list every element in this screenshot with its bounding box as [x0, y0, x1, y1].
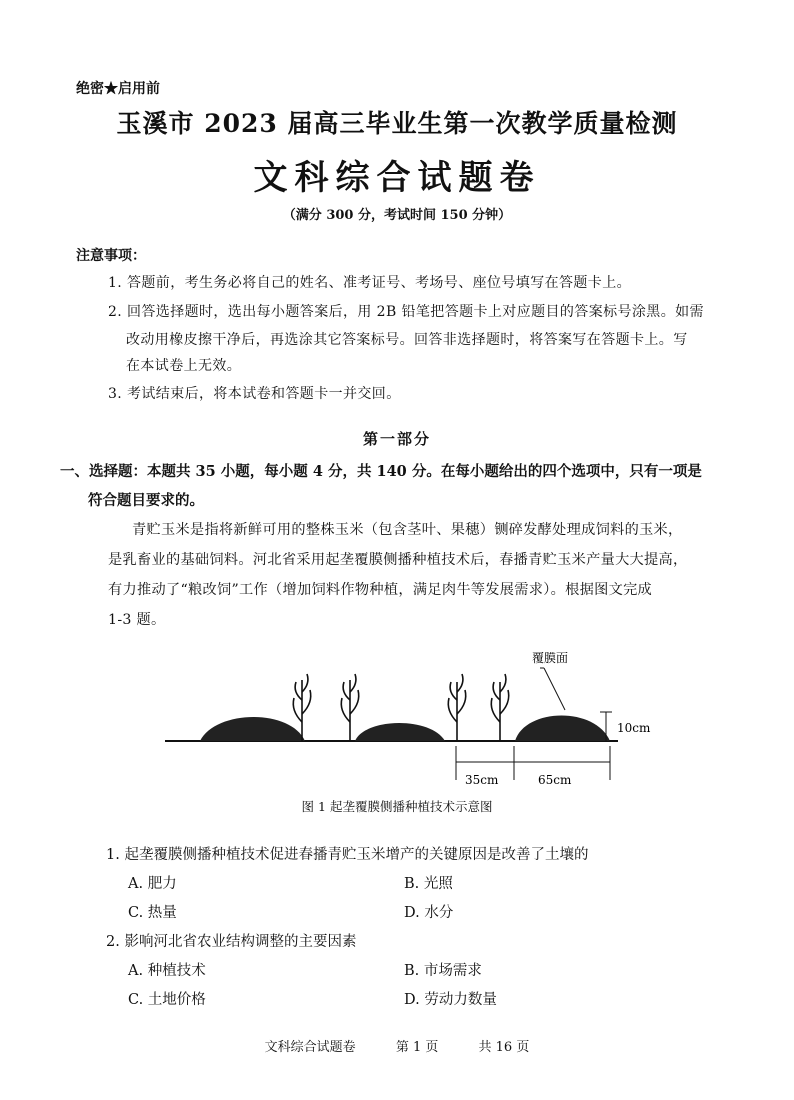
option-a: A. 种植技术: [128, 963, 206, 979]
footer-page-number: 第 1 页: [395, 1040, 439, 1055]
corn-plant-icon: [491, 674, 508, 741]
paper-title: 文科综合试题卷: [253, 158, 541, 198]
score-time-note: （满分 300 分，考试时间 150 分钟）: [282, 208, 512, 223]
passage-line: 青贮玉米是指将新鲜可用的整株玉米（包含茎叶、果穗）铡碎发酵处理成饲料的玉米，: [132, 522, 683, 538]
ridge-mound: [200, 717, 305, 741]
notice-heading: 注意事项：: [76, 248, 146, 264]
option-d: D. 水分: [404, 905, 454, 921]
corn-plant-icon: [341, 674, 358, 741]
passage-line: 是乳畜业的基础饲料。河北省采用起垄覆膜侧播种植技术后，春播青贮玉米产量大大提高，: [108, 552, 688, 568]
planting-diagram: [160, 640, 651, 795]
section-instruction: 一、选择题：本题共 35 小题，每小题 4 分，共 140 分。在每小题给出的四个选项中，只有一项是: [60, 463, 702, 480]
secret-mark: 绝密★启用前: [76, 81, 160, 97]
notice-item: 3. 考试结束后，将本试卷和答题卡一并交回。: [108, 386, 401, 402]
option-c: C. 土地价格: [128, 992, 206, 1008]
question-stem: 1. 起垄覆膜侧播种植技术促进春播青贮玉米增产的关键原因是改善了土壤的: [106, 847, 589, 863]
notice-item-cont: 改动用橡皮擦干净后，再选涂其它答案标号。回答非选择题时，将答案写在答题卡上。写: [126, 332, 688, 348]
label-film: 覆膜面: [532, 651, 569, 665]
option-b: B. 市场需求: [404, 963, 482, 979]
section-title: 第一部分: [362, 430, 431, 448]
passage-line: 有力推动了“粮改饲”工作（增加饲料作物种植，满足肉牛等发展需求）。根据图文完成: [108, 582, 653, 598]
option-a: A. 肥力: [128, 876, 177, 892]
notice-item: 1. 答题前，考生务必将自己的姓名、准考证号、考场号、座位号填写在答题卡上。: [108, 275, 632, 291]
footer-paper-name: 文科综合试题卷: [264, 1040, 356, 1055]
label-gap: 35cm: [465, 773, 499, 787]
page-footer: [0, 1036, 794, 1055]
notice-item-cont: 在本试卷上无效。: [126, 358, 242, 374]
question-stem: 2. 影响河北省农业结构调整的主要因素: [106, 934, 357, 950]
film-pointer: [544, 668, 565, 710]
ridge-mound: [355, 723, 445, 741]
option-d: D. 劳动力数量: [404, 992, 497, 1008]
option-c: C. 热量: [128, 905, 177, 921]
corn-plant-icon: [448, 674, 465, 741]
exam-title: 玉溪市 2023 届高三毕业生第一次教学质量检测: [116, 109, 678, 138]
option-b: B. 光照: [404, 876, 453, 892]
label-height: 10cm: [617, 721, 651, 735]
label-width: 65cm: [538, 773, 572, 787]
notice-item: 2. 回答选择题时，选出每小题答案后，用 2B 铅笔把答题卡上对应题目的答案标号涂黑。如需: [108, 304, 704, 320]
section-instruction-cont: 符合题目要求的。: [88, 492, 204, 509]
ridge-mound: [515, 715, 610, 741]
passage-line: 1-3 题。: [108, 612, 166, 628]
figure-caption: 图 1 起垄覆膜侧播种植技术示意图: [301, 799, 493, 814]
footer-total-pages: 共 16 页: [478, 1040, 530, 1055]
